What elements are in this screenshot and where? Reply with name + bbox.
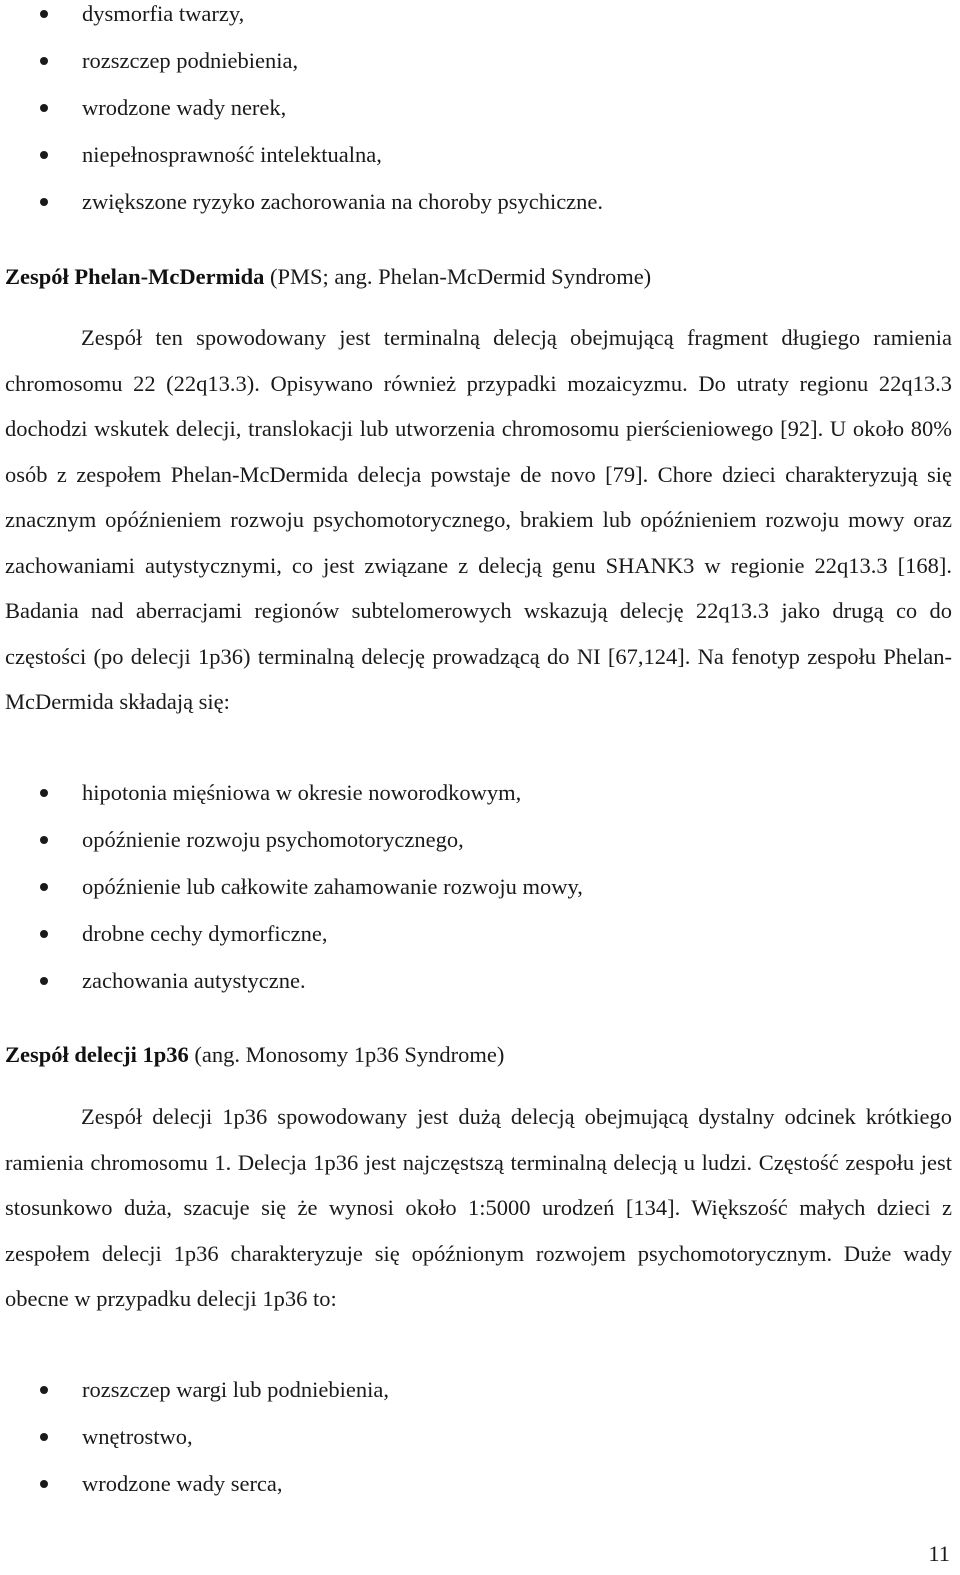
list-item: rozszczep podniebienia,	[0, 47, 955, 94]
list-item: wrodzone wady nerek,	[0, 94, 955, 141]
list-item: zachowania autystyczne.	[0, 967, 955, 1014]
bullet-icon	[40, 1386, 48, 1394]
list-item: opóźnienie lub całkowite zahamowanie rozwoju mowy,	[0, 873, 955, 920]
section-heading-1p36	[5, 1041, 955, 1069]
bullet-icon	[40, 57, 48, 65]
list-item: zwiększone ryzyko zachorowania na choroby psychiczne.	[0, 188, 955, 235]
section-heading-pms	[5, 263, 955, 291]
list-item: dysmorfia twarzy,	[0, 0, 955, 47]
bullet-icon	[40, 836, 48, 844]
bullet-icon	[40, 789, 48, 797]
symptom-list-pms	[0, 779, 955, 1014]
bullet-icon	[40, 1433, 48, 1441]
symptom-list-top	[0, 0, 955, 235]
list-item: drobne cechy dymorficzne,	[0, 920, 955, 967]
list-item: hipotonia mięśniowa w okresie noworodkowym,	[0, 779, 955, 826]
section-heading-subtitle: (PMS; ang. Phelan-McDermid Syndrome)	[264, 264, 652, 289]
section-heading-subtitle: (ang. Monosomy 1p36 Syndrome)	[188, 1042, 505, 1067]
bullet-icon	[40, 10, 48, 18]
bullet-icon	[40, 977, 48, 985]
bullet-icon	[40, 930, 48, 938]
list-item: rozszczep wargi lub podniebienia,	[0, 1376, 955, 1423]
paragraph-1p36: Zespół delecji 1p36 spowodowany jest dużą delecją obejmującą dystalny odcinek krótkiego ramienia chromosomu 1. Delecja 1p36 jest najczęstszą terminalną delecją u ludzi. Częstość zespołu jest stosunkowo duża, szacuje się że wynosi około 1:5000 urodzeń [134]. Większość małych dzieci z zespołem delecji 1p36 charakteryzuje się opóźnionym rozwojem psychomotorycznym. Duże wady obecne w przypadku delecji 1p36 to:	[5, 1104, 952, 1311]
list-item: niepełnosprawność intelektualna,	[0, 141, 955, 188]
bullet-icon	[40, 1480, 48, 1488]
paragraph-pms: Zespół ten spowodowany jest terminalną delecją obejmującą fragment długiego ramienia chromosomu 22 (22q13.3). Opisywano również przypadki mozaicyzmu. Do utraty regionu 22q13.3 dochodzi wskutek delecji, translokacji lub utworzenia chromosomu pierścieniowego [92]. U około 80% osób z zespołem Phelan-McDermida delecja powstaje de novo [79]. Chore dzieci charakteryzują się znacznym opóźnieniem rozwoju psychomotorycznego, brakiem lub opóźnieniem rozwoju mowy oraz zachowaniami autystycznymi, co jest związane z delecją genu SHANK3 w regionie 22q13.3 [168]. Badania nad aberracjami regionów subtelomerowych wskazują delecję 22q13.3 jako drugą co do częstości (po delecji 1p36) terminalną delecję prowadzącą do NI [67,124]. Na fenotyp zespołu Phelan-McDermida składają się:	[5, 325, 952, 714]
bullet-icon	[40, 151, 48, 159]
section-heading-title: Zespół Phelan-McDermida	[5, 264, 265, 289]
bullet-icon	[40, 104, 48, 112]
page-number: 11	[928, 1541, 950, 1566]
symptom-list-1p36	[0, 1376, 955, 1517]
list-item: wrodzone wady serca,	[0, 1470, 955, 1517]
list-item: opóźnienie rozwoju psychomotorycznego,	[0, 826, 955, 873]
list-item: wnętrostwo,	[0, 1423, 955, 1470]
section-heading-title: Zespół delecji 1p36	[5, 1042, 189, 1067]
bullet-icon	[40, 198, 48, 206]
bullet-icon	[40, 883, 48, 891]
